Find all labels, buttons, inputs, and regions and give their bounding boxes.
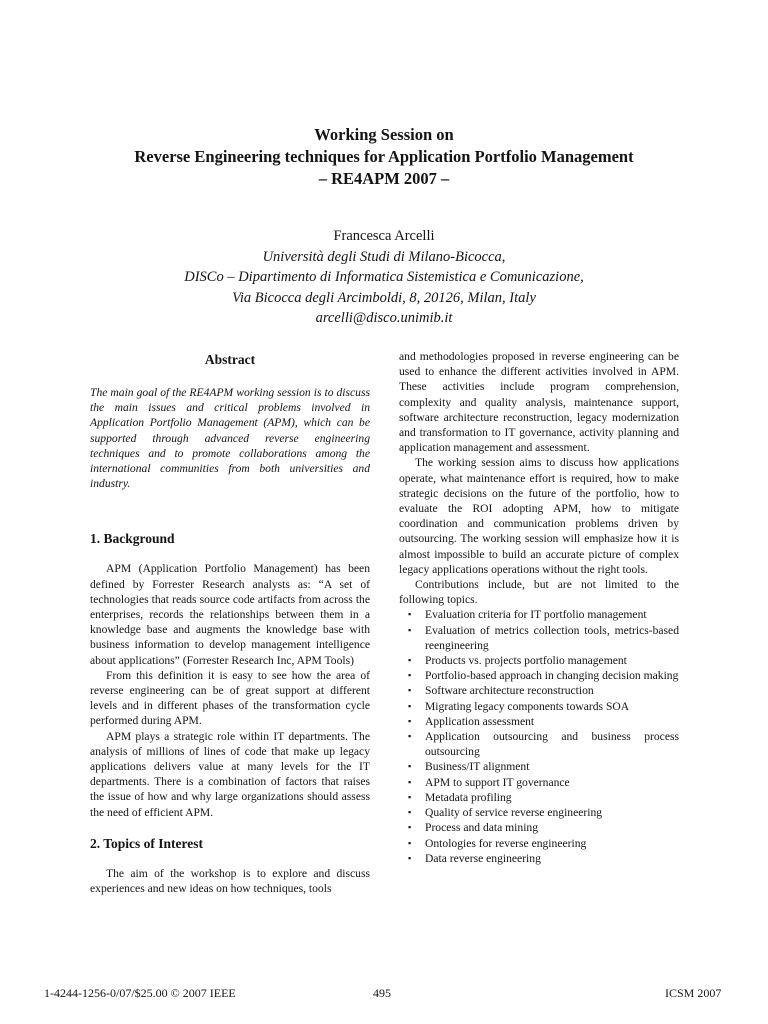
author-block	[0, 226, 768, 329]
list-item	[399, 805, 679, 820]
bullet-icon: ▪	[408, 852, 412, 863]
list-item	[399, 851, 679, 866]
list-item	[399, 820, 679, 835]
author-department: DISCo – Dipartimento di Informatica Sistemistica e Comunicazione,	[184, 269, 584, 285]
list-item	[399, 607, 679, 622]
topic-text: Products vs. projects portfolio management	[425, 654, 627, 668]
list-item	[399, 775, 679, 790]
bullet-icon: ▪	[408, 700, 412, 711]
topic-text: Portfolio-based approach in changing decision making	[425, 669, 679, 683]
topic-text: Application assessment	[425, 714, 535, 728]
paper-title	[0, 124, 768, 190]
topic-text: Quality of service reverse engineering	[425, 806, 603, 820]
list-item	[399, 790, 679, 805]
topic-text: Business/IT alignment	[425, 760, 530, 774]
bullet-icon: ▪	[408, 670, 412, 681]
section-heading-background: 1. Background	[90, 531, 175, 547]
list-item	[399, 668, 679, 683]
bullet-icon: ▪	[408, 624, 412, 635]
right-paragraph-2: The working session aims to discuss how applications operate, what maintenance effort is required, how to make strategic decisions on the future of the portfolio, how to evaluate the ROI adopting APM, how to mitigate coordination and communication problems driven by outsourcing. The working session will emphasize how it is almost impossible to build an accurate picture of complex legacy applications operations without the right tools.	[399, 456, 679, 576]
list-item	[399, 623, 679, 653]
author-address: Via Bicocca degli Arcimboldi, 8, 20126, Milan, Italy	[232, 289, 536, 306]
bullet-icon: ▪	[408, 731, 412, 742]
footer-venue: ICSM 2007	[665, 986, 722, 1000]
footer-page-number: 495	[373, 986, 391, 1000]
bullet-icon: ▪	[408, 715, 412, 726]
list-item	[399, 836, 679, 851]
left-column	[90, 350, 370, 896]
list-item	[399, 714, 679, 729]
background-paragraph-2: From this definition it is easy to see how the area of reverse engineering can be of great support at different levels and in different phases of the transformation cycle performed during APM.	[90, 668, 370, 728]
bullet-icon: ▪	[408, 791, 412, 802]
bullet-icon: ▪	[408, 609, 412, 620]
bullet-icon: ▪	[408, 685, 412, 696]
list-item	[399, 699, 679, 714]
topic-text: Software architecture reconstruction	[425, 684, 594, 698]
title-line-3: – RE4APM 2007 –	[318, 169, 450, 188]
author-email: arcelli@disco.unimib.it	[315, 310, 453, 326]
background-paragraph-3: APM plays a strategic role within IT departments. The analysis of millions of lines of code that make up legacy applications delivers value at many levels for the IT departments. There is a combination of factors that raises the issue of how and why large organizations should assess the need of efficient APM.	[90, 729, 370, 819]
abstract-text: The main goal of the RE4APM working session is to discuss the main issues and critical problems involved in Application Portfolio Management (APM), which can be supported through advanced reverse engineering techniques and to promote collaborations among the international communities from both universities and industry.	[90, 386, 370, 491]
bullet-icon: ▪	[408, 837, 412, 848]
author-university: Università degli Studi di Milano-Bicocca,	[262, 248, 506, 265]
list-item	[399, 759, 679, 774]
right-paragraph-1: and methodologies proposed in reverse engineering can be used to enhance the different activities involved in APM. These activities include program comprehension, complexity and quality analysis, maintenance support, software architecture reconstruction, legacy modernization and transformation to IT governance, activity planning and application management and assessment.	[399, 350, 679, 455]
title-line-2: Reverse Engineering techniques for Application Portfolio Management	[134, 147, 634, 166]
abstract-heading: Abstract	[204, 352, 256, 367]
topic-text: APM to support IT governance	[425, 775, 570, 789]
section-heading-topics: 2. Topics of Interest	[90, 835, 204, 851]
author-name: Francesca Arcelli	[333, 228, 435, 244]
list-item	[399, 729, 679, 759]
footer-copyright: 1-4244-1256-0/07/$25.00 © 2007 IEEE	[44, 986, 236, 1000]
list-item	[399, 653, 679, 668]
right-column	[399, 349, 679, 866]
right-paragraph-3: Contributions include, but are not limited to the following topics.	[399, 578, 679, 607]
topic-text: Evaluation of metrics collection tools, metrics-based reengineering	[425, 623, 679, 652]
topic-text: Migrating legacy components towards SOA	[425, 699, 630, 713]
bullet-icon: ▪	[408, 776, 412, 787]
topic-text: Metadata profiling	[425, 790, 512, 804]
topic-text: Ontologies for reverse engineering	[425, 836, 587, 850]
topic-text: Evaluation criteria for IT portfolio management	[425, 608, 647, 622]
bullet-icon: ▪	[408, 761, 412, 772]
topic-text: Data reverse engineering	[425, 851, 541, 865]
topic-text: Process and data mining	[425, 821, 539, 835]
topic-text: Application outsourcing and business process outsourcing	[425, 730, 679, 759]
title-line-1: Working Session on	[314, 125, 454, 144]
topics-intro-paragraph: The aim of the workshop is to explore and discuss experiences and new ideas on how techniques, tools	[90, 866, 370, 896]
bullet-icon: ▪	[408, 822, 412, 833]
bullet-icon: ▪	[408, 655, 412, 666]
background-paragraph-1: APM (Application Portfolio Management) has been defined by Forrester Research analysts as: “A set of technologies that reads source code artifacts from across the enterprises, records the relationships between them in a knowledge base and augments the knowledge base with business information to develop management intelligence about applications” (Forrester Research Inc, APM Tools)	[90, 562, 370, 667]
topics-list	[399, 607, 679, 865]
list-item	[399, 683, 679, 698]
bullet-icon: ▪	[408, 807, 412, 818]
